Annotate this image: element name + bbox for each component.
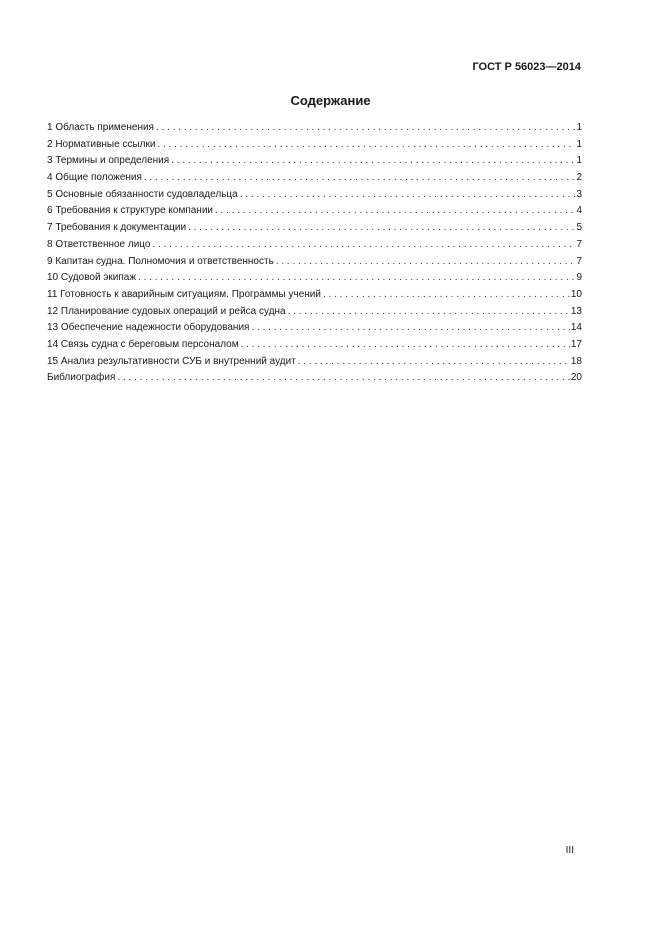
toc-leader-dots <box>156 120 575 137</box>
toc-entry-label: 2 Нормативные ссылки <box>47 138 156 150</box>
toc-entry[interactable] <box>47 304 582 321</box>
toc-entry-page: 2 <box>576 172 582 184</box>
toc-entry-page: 9 <box>576 272 582 284</box>
toc-entry-page: 3 <box>576 188 582 200</box>
toc-entry-page: 5 <box>576 222 582 234</box>
toc-entry[interactable] <box>47 370 582 387</box>
toc-leader-dots <box>152 237 575 254</box>
toc-entry[interactable] <box>47 287 582 304</box>
toc-entry-page: 10 <box>570 288 582 300</box>
toc-entry[interactable] <box>47 337 582 354</box>
toc-leader-dots <box>138 270 575 287</box>
toc-entry-label: 5 Основные обязанности судовладельца <box>47 188 238 200</box>
page-title: Содержание <box>290 93 371 108</box>
toc-entry-label: 3 Термины и определения <box>47 155 170 167</box>
toc-entry[interactable] <box>47 170 582 187</box>
toc-leader-dots <box>298 354 570 371</box>
toc-entry-label: 11 Готовность к аварийным ситуациям. Программы учений <box>47 288 321 300</box>
toc-leader-dots <box>288 304 570 321</box>
toc-leader-dots <box>188 220 575 237</box>
toc-entry[interactable] <box>47 203 582 220</box>
toc-entry[interactable] <box>47 254 582 271</box>
toc-entry-page: 17 <box>570 338 582 350</box>
toc-entry-page: 20 <box>570 372 582 384</box>
toc-entry[interactable] <box>47 137 582 154</box>
toc-entry-page: 14 <box>570 322 582 334</box>
toc-entry-label: 12 Планирование судовых операций и рейса судна <box>47 305 286 317</box>
toc-leader-dots <box>240 187 576 204</box>
document-header: ГОСТ Р 56023—2014 <box>472 61 581 73</box>
toc-leader-dots <box>323 287 570 304</box>
toc-entry[interactable] <box>47 237 582 254</box>
toc-leader-dots <box>251 320 569 337</box>
toc-entry-page: 7 <box>576 255 582 267</box>
toc-entry-label: 7 Требования к документации <box>47 222 187 234</box>
toc-entry-label: 4 Общие положения <box>47 172 142 184</box>
page-number: III <box>565 845 574 856</box>
toc-entry[interactable] <box>47 270 582 287</box>
toc-entry-label: 1 Область применения <box>47 122 154 133</box>
toc-entry-label: Библиография <box>47 372 116 384</box>
toc-entry-page: 1 <box>576 138 582 150</box>
toc-entry[interactable] <box>47 187 582 204</box>
toc-leader-dots <box>241 337 570 354</box>
toc-leader-dots <box>157 137 575 154</box>
toc-leader-dots <box>171 153 575 170</box>
toc-entry-label: 15 Анализ результативности СУБ и внутренний аудит <box>47 355 296 367</box>
toc-entry-page: 1 <box>576 155 582 167</box>
toc-entry-label: 6 Требования к структуре компании <box>47 205 213 217</box>
toc-entry-page: 1 <box>576 122 582 133</box>
toc-entry-label: 9 Капитан судна. Полномочия и ответственность <box>47 255 274 267</box>
toc-entry[interactable] <box>47 120 582 137</box>
table-of-contents <box>47 120 582 387</box>
toc-entry-label: 14 Связь судна с береговым персоналом <box>47 338 239 350</box>
toc-leader-dots <box>215 203 575 220</box>
toc-entry-label: 8 Ответственное лицо <box>47 238 151 250</box>
toc-entry[interactable] <box>47 320 582 337</box>
toc-entry-page: 18 <box>570 355 582 367</box>
toc-entry-page: 7 <box>576 238 582 250</box>
toc-leader-dots <box>144 170 576 187</box>
toc-leader-dots <box>276 254 576 271</box>
toc-entry[interactable] <box>47 220 582 237</box>
toc-entry-label: 10 Судовой экипаж <box>47 272 137 284</box>
toc-entry-label: 13 Обеспечение надежности оборудования <box>47 322 250 334</box>
toc-entry[interactable] <box>47 354 582 371</box>
toc-entry-page: 4 <box>576 205 582 217</box>
toc-entry[interactable] <box>47 153 582 170</box>
toc-entry-page: 13 <box>570 305 582 317</box>
toc-leader-dots <box>117 370 569 387</box>
